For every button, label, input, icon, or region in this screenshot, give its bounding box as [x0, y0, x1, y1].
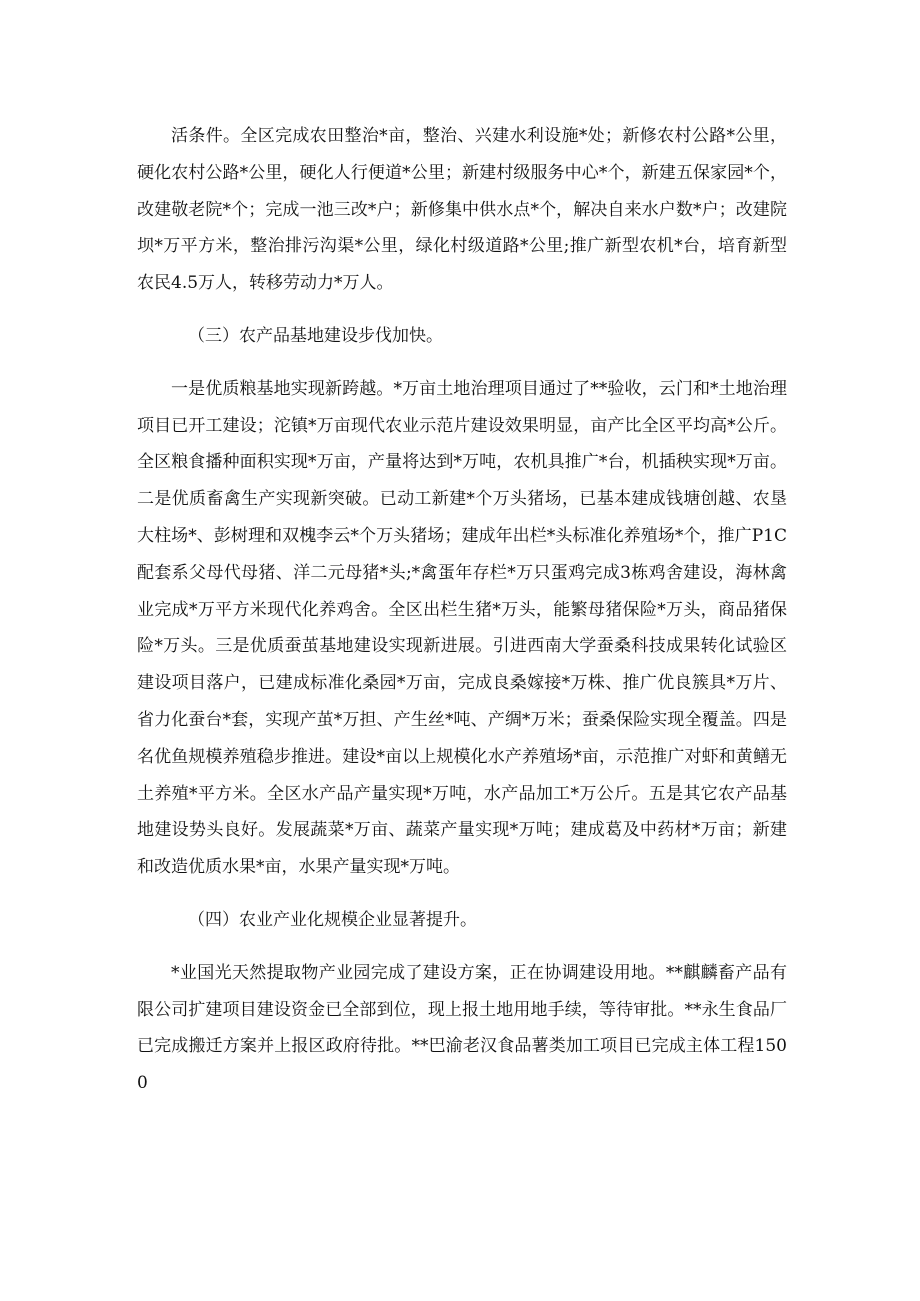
section-heading-4: （四）农业产业化规模企业显著提升。: [188, 909, 477, 930]
paragraph-rural-conditions: 活条件。全区完成农田整治*亩，整治、兴建水利设施*处；新修农村公路*公里，硬化农村公路*公里，硬化人行便道*公里；新建村级服务中心*个，新建五保家园*个，改建敬老院*个；完成一池三改*户；新修集中供水点*个，解决自来水户数*户；改建院坝*万平方米，整治排污沟渠*公里，绿化村级道路*公里;推广新型农机*台，培育新型农民4.5万人，转移劳动力*万人。: [137, 126, 787, 294]
paragraph-agri-base: 一是优质粮基地实现新跨越。*万亩土地治理项目通过了**验收，云门和*土地治理项目已开工建设；沱镇*万亩现代农业示范片建设效果明显，亩产比全区平均高*公斤。全区粮食播种面积实现*万亩，产量将达到*万吨，农机具推广*台，机插秧实现*万亩。二是优质畜禽生产实现新突破。已动工新建*个万头猪场，已基本建成钱塘创越、农垦大柱场*、彭树理和双槐李云*个万头猪场；建成年出栏*头标准化养殖场*个，推广P1C配套系父母代母猪、洋二元母猪*头;*禽蛋年存栏*万只蛋鸡完成3栋鸡舍建设，海林禽业完成*万平方米现代化养鸡舍。全区出栏生猪*万头，能繁母猪保险*万头，商品猪保险*万头。三是优质蚕茧基地建设实现新进展。引进西南大学蚕桑科技成果转化试验区建设项目落户，已建成标准化桑园*万亩，完成良桑嫁接*万株、推广优良簇具*万片、省力化蚕台*套，实现产茧*万担、产生丝*吨、产绸*万米；蚕桑保险实现全覆盖。四是名优鱼规模养殖稳步推进。建设*亩以上规模化水产养殖场*亩，示范推广对虾和黄鳝无土养殖*平方米。全区水产品产量实现*万吨，水产品加工*万公斤。五是其它农产品基地建设势头良好。发展蔬菜*万亩、蔬菜产量实现*万吨；建成葛及中药材*万亩；新建和改造优质水果*亩，水果产量实现*万吨。: [137, 378, 787, 878]
document-page: [137, 118, 787, 1102]
section-heading-3: （三）农产品基地建设步伐加快。: [188, 325, 443, 346]
paragraph-enterprises: *业国光天然提取物产业园完成了建设方案，正在协调建设用地。**麒麟畜产品有限公司扩建项目建设资金已全部到位，现上报土地用地手续，等待审批。**永生食品厂已完成搬迁方案并上报区政府待批。**巴渝老汉食品薯类加工项目已完成主体工程1500: [137, 962, 787, 1094]
